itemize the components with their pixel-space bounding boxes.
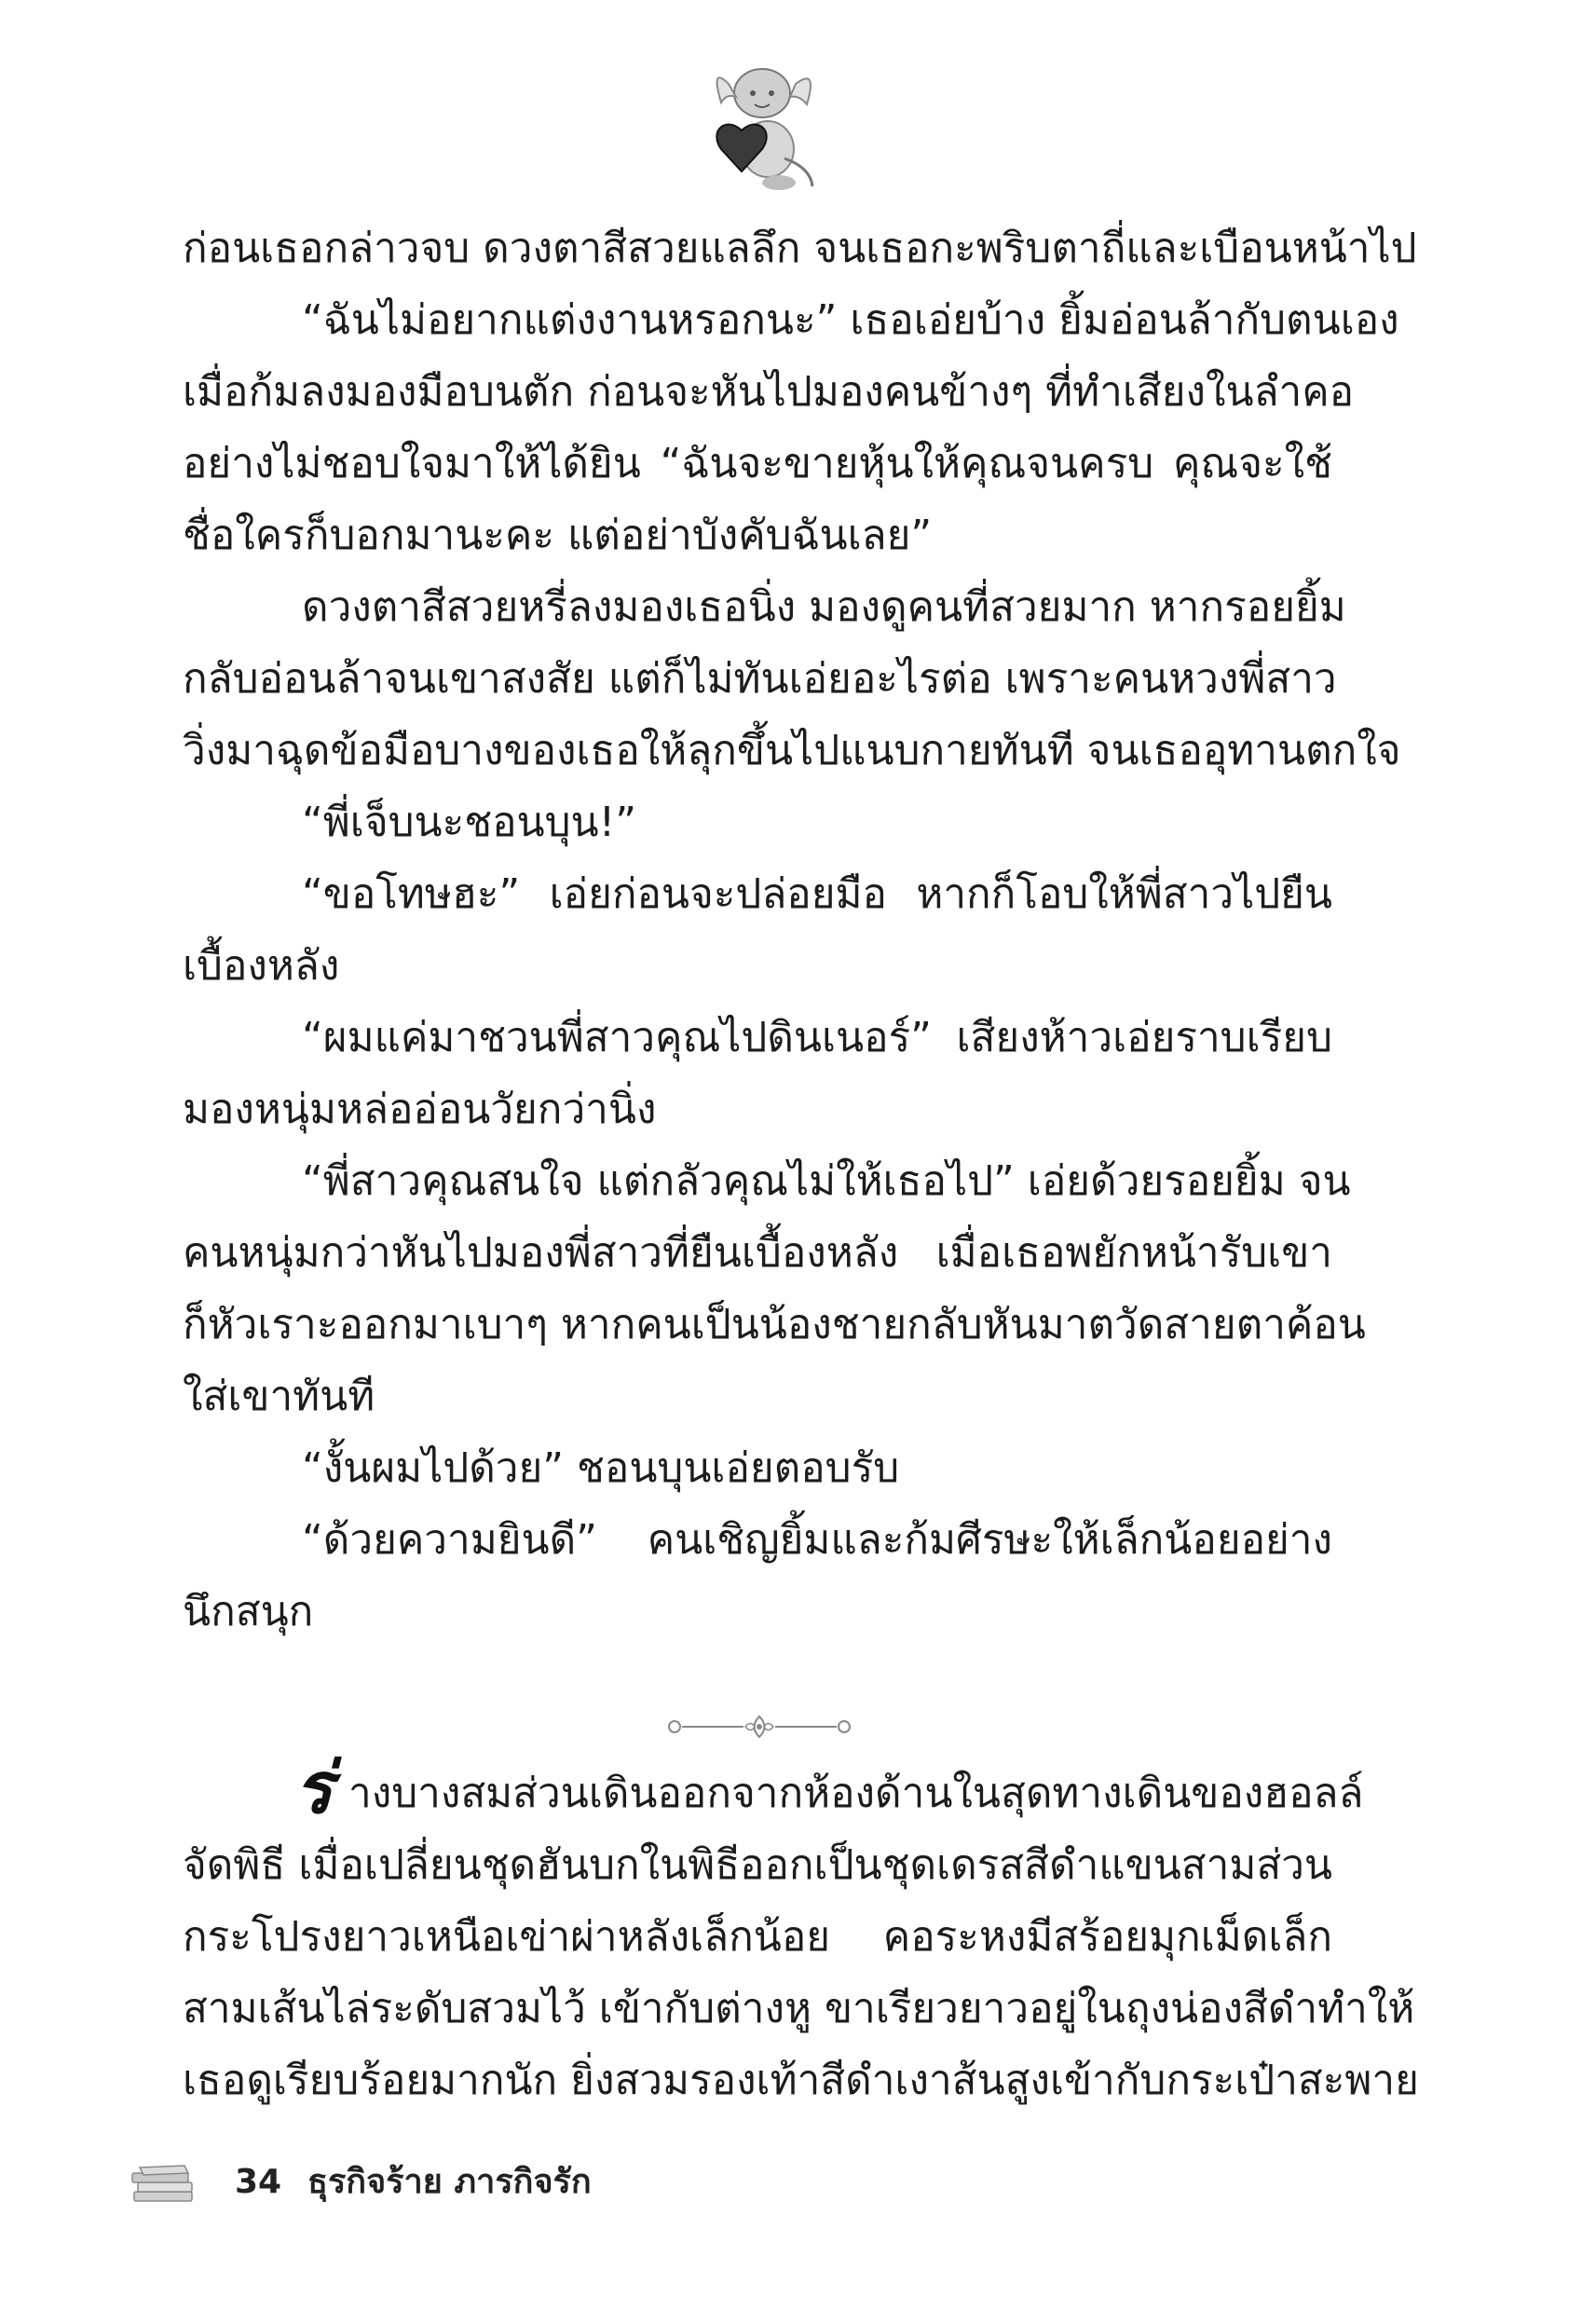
book-title: ธุรกิจร้าย ภารกิจรัก	[307, 2163, 592, 2201]
text-line: เมื่อก้มลงมองมือบนตัก ก่อนจะหันไปมองคนข้างๆ ที่ทำเสียงในลำคอ	[183, 368, 1355, 416]
text-line: มองหนุ่มหล่ออ่อนวัยกว่านิ่ง	[183, 1086, 657, 1133]
text-line: “พี่เจ็บนะชอนบุน!”	[302, 799, 637, 846]
body-text-continued	[183, 1829, 1419, 2116]
text-line: วิ่งมาฉุดข้อมือบางของเธอให้ลุกขึ้นไปแนบกายทันที จนเธออุทานตกใจ	[183, 727, 1401, 774]
text-line: คนหนุ่มกว่าหันไปมองพี่สาวที่ยืนเบื้องหลัง เมื่อเธอพยักหน้ารับเขา	[183, 1229, 1332, 1277]
cupid-heart-icon	[701, 56, 831, 196]
text-line: ใส่เขาทันที	[183, 1373, 375, 1420]
dropcap-letter: ร่	[294, 1746, 333, 1829]
text-line: “ด้วยความยินดี” คนเชิญยิ้มและก้มศีรษะให้เล็กน้อยอย่าง	[302, 1516, 1332, 1564]
text-line: “ผมแค่มาชวนพี่สาวคุณไปดินเนอร์” เสียงห้าวเอ่ยราบเรียบ	[302, 1014, 1332, 1061]
text-line: “ฉันไม่อยากแต่งงานหรอกนะ” เธอเอ่ยบ้าง ยิ้มอ่อนล้ากับตนเอง	[302, 296, 1399, 344]
page-number: 34	[235, 2163, 282, 2201]
text-line: เธอดูเรียบร้อยมากนัก ยิ่งสวมรองเท้าสีดำเงาส้นสูงเข้ากับกระเป๋าสะพาย	[183, 2057, 1419, 2104]
books-stack-icon	[130, 2164, 198, 2205]
dropcap-paragraph-start	[183, 1746, 1364, 1829]
text-line: เบื้องหลัง	[183, 942, 340, 990]
ornamental-divider-icon	[662, 1713, 857, 1741]
text-line: อย่างไม่ชอบใจมาให้ได้ยิน “ฉันจะขายหุ้นให้คุณจนครบ คุณจะใช้	[183, 440, 1332, 487]
text-line: “ขอโทษฮะ” เอ่ยก่อนจะปล่อยมือ หากก็โอบให้พี่สาวไปยืน	[302, 870, 1332, 918]
text-line: จัดพิธี เมื่อเปลี่ยนชุดฮันบกในพิธีออกเป็นชุดเดรสสีดำแขนสามส่วน	[183, 1841, 1332, 1889]
text-line: สามเส้นไล่ระดับสวมไว้ เข้ากับต่างหู ขาเรียวยาวอยู่ในถุงน่องสีดำทำให้	[183, 1985, 1415, 2032]
text-line: ก่อนเธอกล่าวจบ ดวงตาสีสวยแลลึก จนเธอกะพริบตาถี่และเบือนหน้าไป	[183, 225, 1417, 272]
text-line: ก็หัวเราะออกมาเบาๆ หากคนเป็นน้องชายกลับหันมาตวัดสายตาค้อน	[183, 1301, 1366, 1348]
text-line: นึกสนุก	[183, 1588, 314, 1635]
text-line: “งั้นผมไปด้วย” ชอนบุนเอ่ยตอบรับ	[302, 1444, 900, 1492]
text-line: กระโปรงยาวเหนือเข่าผ่าหลังเล็กน้อย คอระหงมีสร้อยมุกเม็ดเล็ก	[183, 1913, 1332, 1961]
text-line: ดวงตาสีสวยหรี่ลงมองเธอนิ่ง มองดูคนที่สวยมาก หากรอยยิ้ม	[302, 583, 1346, 631]
text-line: กลับอ่อนล้าจนเขาสงสัย แต่ก็ไม่ทันเอ่ยอะไรต่อ เพราะคนหวงพี่สาว	[183, 655, 1337, 703]
text-line: างบางสมส่วนเดินออกจากห้องด้านในสุดทางเดินของฮอลล์	[348, 1770, 1364, 1817]
text-line: “พี่สาวคุณสนใจ แต่กลัวคุณไม่ให้เธอไป” เอ่ยด้วยรอยยิ้ม จน	[302, 1157, 1351, 1205]
body-text	[183, 212, 1417, 1648]
text-line: ชื่อใครก็บอกมานะคะ แต่อย่าบังคับฉันเลย”	[183, 512, 933, 559]
